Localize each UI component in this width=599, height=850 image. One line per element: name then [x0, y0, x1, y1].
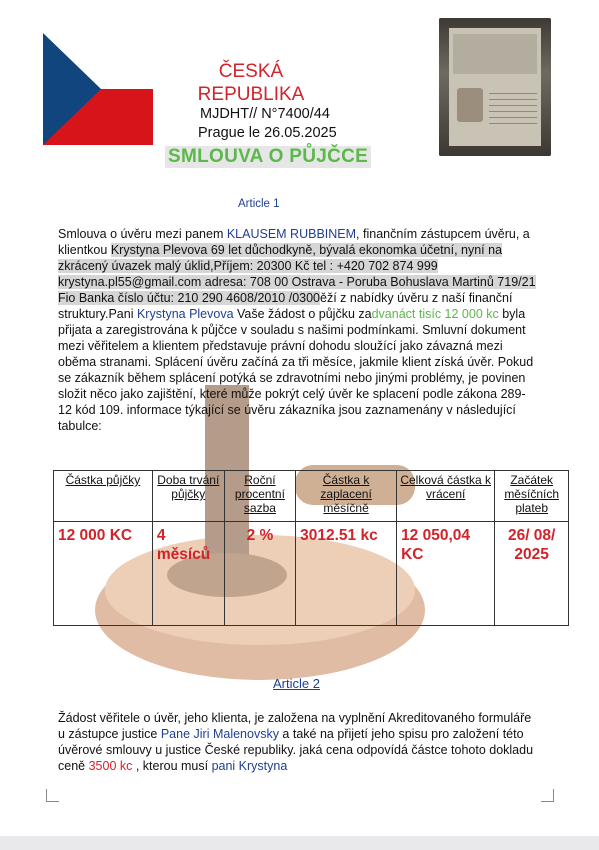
document-date: Prague le 26.05.2025	[198, 125, 337, 141]
annual-rate-value: 2 %	[224, 522, 295, 626]
article-1-offer: ěží z nabídky úvěru z naší finanční struktury.Pani	[58, 291, 513, 321]
article-2-text	[58, 710, 538, 774]
payment-start-value: 26/ 08/ 2025	[495, 522, 569, 626]
reference-number: MJDHT// N°7400/44	[200, 106, 330, 122]
article-1-intro-cont: , finančním zástupcem úvěru, a klientkou	[58, 227, 530, 257]
article-1-intro: Smlouva o úvěru mezi panem	[58, 227, 227, 241]
article-2-heading: Article 2	[273, 676, 320, 691]
total-repayment-value: 12 050,04 KC	[397, 522, 495, 626]
country-name: ČESKÁ REPUBLIKA	[197, 61, 305, 105]
fee-amount: 3500 kc	[88, 759, 133, 773]
loan-duration-value: 4 měsíců	[152, 522, 224, 626]
loan-details-table	[53, 470, 569, 626]
passport-portrait	[457, 88, 483, 122]
client-name: Krystyna Plevova	[136, 307, 234, 321]
loan-amount-words: dvanáct tisíc 12 000 kc	[371, 307, 499, 321]
client-salutation: pani Krystyna	[211, 759, 288, 773]
margin-corner-mark	[541, 789, 554, 802]
header-monthly-payment: Částka k zaplacení měsíčně	[296, 471, 397, 522]
margin-corner-mark	[46, 789, 59, 802]
article-1-text	[58, 226, 538, 434]
czech-flag	[43, 33, 153, 145]
header-total-repayment: Celková částka k vrácení	[397, 471, 495, 522]
client-details: Krystyna Plevova 69 let důchodkyně, bývalá ekonomka účetní, nyní na zkrácený úvazek malý úklid,Příjem: 20300 Kč tel : +420 702 874 999 krystyna.pl55@gmail.com adresa: 708 00 Ostrava - Poruba Bohuslava Martinů 719/21 Fio Banka číslo účtu: 210 290 4608/2010 /0300	[58, 243, 536, 305]
document-title: SMLOUVA O PŮJČCE	[165, 146, 371, 168]
table-header-row	[54, 471, 569, 522]
header-annual-rate: Roční procentní sazba	[224, 471, 295, 522]
page-bottom-gap	[0, 836, 599, 850]
monthly-payment-value: 3012.51 kc	[296, 522, 397, 626]
loan-amount-value: 12 000 KC	[54, 522, 153, 626]
header-loan-amount: Částka půjčky	[54, 471, 153, 522]
justice-representative: Pane Jiri Malenovsky	[160, 727, 279, 741]
article-1-request: Vaše žádost o půjčku za	[233, 307, 372, 321]
passport-visa-area	[453, 34, 537, 74]
passport-photo	[439, 18, 551, 156]
lender-name: KLAUSEM RUBBINEM	[226, 227, 357, 241]
article-1-terms: byla přijata a zaregistrována k půjčce v souladu s našimi podmínkami. Smluvní dokument mezi věřitelem a klientem představuje právní dohodu sloužící jako závazná mezi oběma stranami. Splácení úvěru začíná za tři měsíce, jakmile klient získá úvěr. Pokud se zákazník během splácení potýká se zdravotními nebo jinými problémy, je povinen složit něco jako zajištění, které může pokrýt celý úvěr ke splacení podle zákona 289-12 kód 109. informace týkající se úvěru zákazníka jsou zaznamenány v následující tabulce:	[58, 307, 534, 433]
table-row	[54, 522, 569, 626]
passport-text-lines	[489, 88, 537, 128]
article-2-cont: a také na přijetí jeho spisu pro založení této úvěrové smlouvy u justice České republiky. jaká cena odpovídá částce tohoto dokladu ceně	[58, 727, 534, 773]
header-loan-duration: Doba trvání půjčky	[152, 471, 224, 522]
article-2-intro: Žádost věřitele o úvěr, jeho klienta, je založena na vyplnění Akreditovaného formuláře u zástupce justice	[58, 711, 532, 741]
article-1-heading: Article 1	[238, 198, 280, 210]
article-2-cont2: , kterou musí	[132, 759, 212, 773]
header-payment-start: Začátek měsíčních plateb	[495, 471, 569, 522]
